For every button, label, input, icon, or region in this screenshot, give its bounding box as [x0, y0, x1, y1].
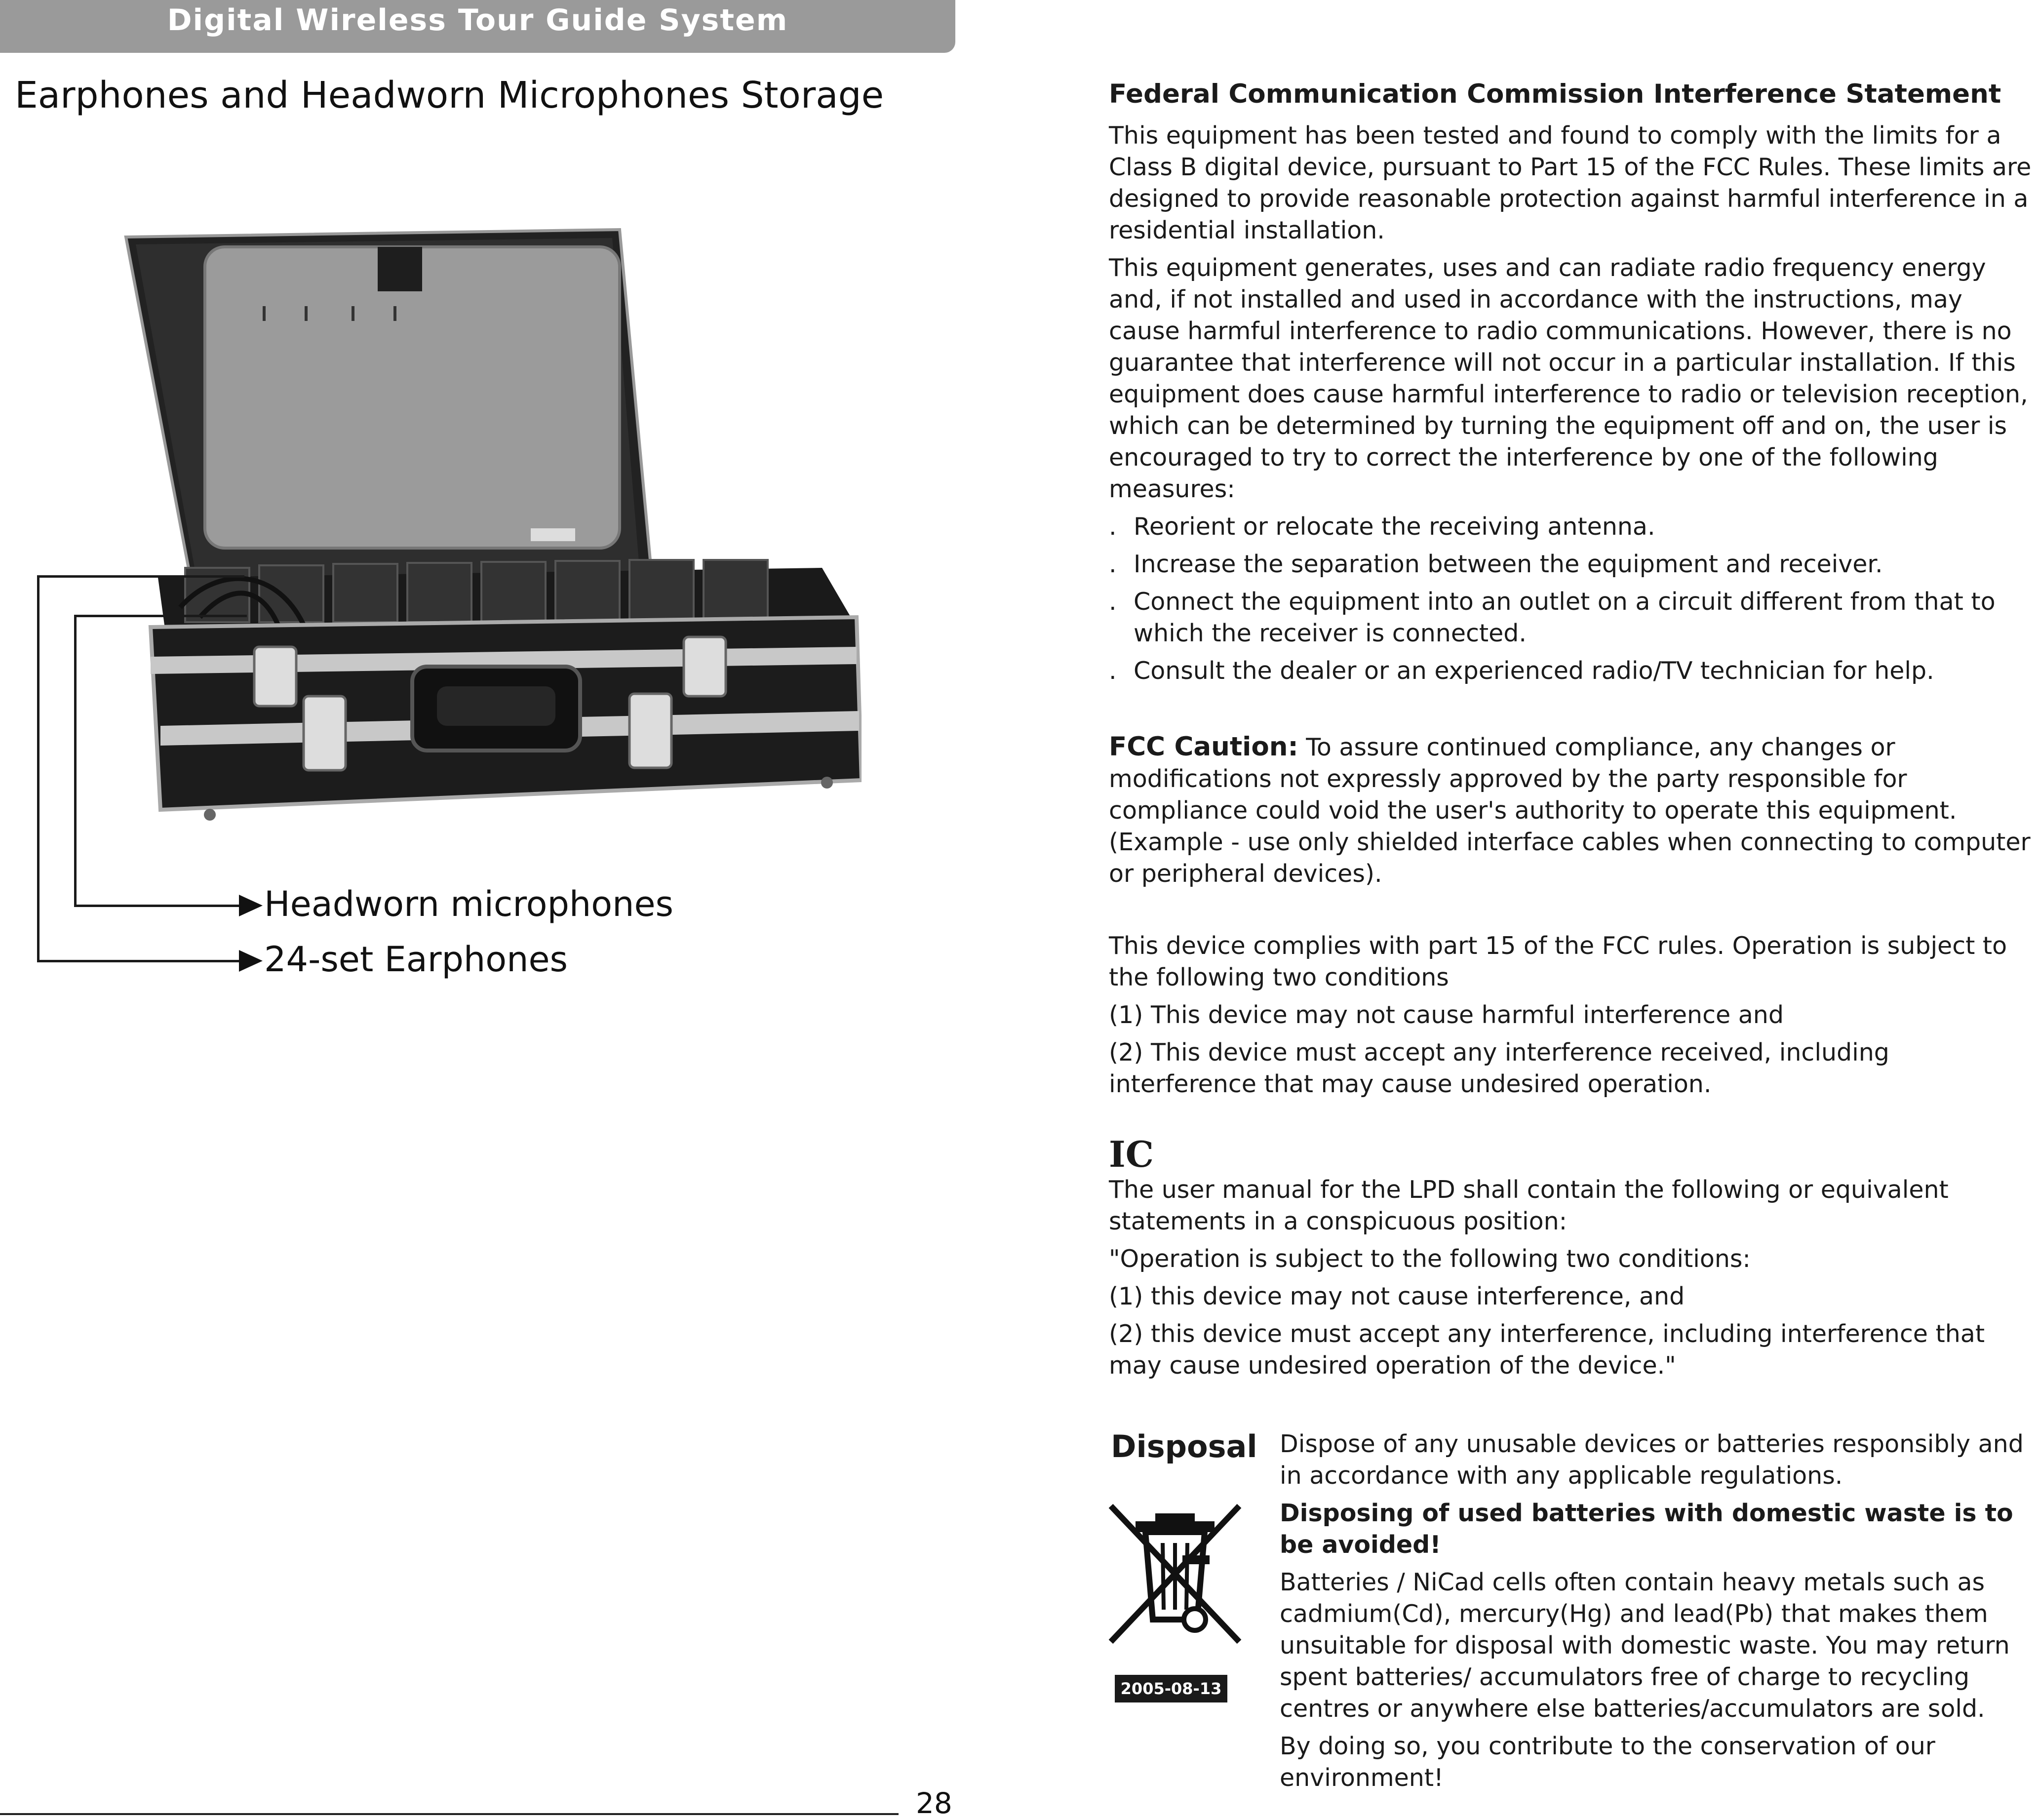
- list-item: [1109, 655, 2037, 687]
- callout-line-earphones-top: [37, 575, 244, 578]
- bullet-text: Connect the equipment into an outlet on a circuit different from that to which the receiver is connected.: [1134, 588, 1996, 647]
- callout-headworn-microphones: Headworn microphones: [264, 884, 673, 924]
- callout-24-set-earphones: 24-set Earphones: [264, 939, 568, 980]
- ic-condition-2: (2) this device must accept any interference, including interference that may cause undesired operation of the device.": [1109, 1320, 1985, 1380]
- list-item: [1109, 586, 2037, 649]
- bullet-marker: .: [1109, 657, 1117, 685]
- page-header-title: Digital Wireless Tour Guide System: [167, 3, 788, 38]
- arrow-head-icon: [239, 950, 263, 972]
- bullet-text: Consult the dealer or an experienced radio/TV technician for help.: [1134, 657, 1934, 685]
- bullet-text: Reorient or relocate the receiving antenna.: [1134, 513, 1655, 541]
- disposal-label: Disposal: [1111, 1428, 1257, 1464]
- disposal-paragraph-2: Batteries / NiCad cells often contain heavy metals such as cadmium(Cd), mercury(Hg) and lead(Pb) that makes them unsuitable for disposal with domestic waste. You may return spent batteries/ accumulators free of charge to recycling centres or anywhere else batteries/accumulators are sold.: [1280, 1568, 2010, 1723]
- ic-quote-intro: "Operation is subject to the following two conditions:: [1109, 1245, 1751, 1273]
- list-item: [1109, 511, 2037, 543]
- disposal-paragraph-1: Dispose of any unusable devices or batteries responsibly and in accordance with any applicable regulations.: [1280, 1430, 2024, 1490]
- bullet-text: Increase the separation between the equipment and receiver.: [1134, 550, 1883, 578]
- disposal-section: [1280, 1428, 2030, 1800]
- bullet-marker: .: [1109, 513, 1117, 541]
- fcc-heading: Federal Communication Commission Interference Statement: [1109, 79, 2001, 109]
- bullet-marker: .: [1109, 588, 1117, 616]
- callout-line-earphones-bottom: [37, 960, 242, 962]
- fcc-caution-label: FCC Caution:: [1109, 732, 1298, 762]
- ic-condition-1: (1) this device may not cause interference, and: [1109, 1282, 1685, 1310]
- disposal-paragraph-3: By doing so, you contribute to the conservation of our environment!: [1280, 1732, 1935, 1792]
- callout-line-earphones-vertical: [37, 575, 39, 961]
- fcc-caution-text: To assure continued compliance, any changes or modifications not expressly approved by the party responsible for compliance could void the user's authority to operate this equipment. (Example - use only shielded interface cables when connecting to computer or peripheral devices).: [1109, 733, 2031, 888]
- fcc-paragraph-2: This equipment generates, uses and can radiate radio frequency energy and, if not installed and used in accordance with the instructions, may cause harmful interference to radio communications. However, there is no guarantee that interference will not occur in a particular installation. If this equipment does cause harmful interference to radio or television reception, which can be determined by turning the equipment off and on, the user is encouraged to try to correct the interference by one of the following measures:: [1109, 254, 2028, 503]
- callout-line-microphones-vertical: [74, 615, 77, 906]
- page-title: Earphones and Headworn Microphones Storage: [15, 74, 884, 117]
- ic-heading: IC: [1109, 1133, 1154, 1175]
- footer-rule: [0, 1813, 899, 1815]
- fcc-part15-condition-1: (1) This device may not cause harmful interference and: [1109, 1001, 1784, 1029]
- crossed-out-wheelie-bin-icon: [1108, 1503, 1242, 1652]
- list-item: [1109, 549, 2037, 580]
- fcc-paragraph-1: This equipment has been tested and found to comply with the limits for a Class B digital device, pursuant to Part 15 of the FCC Rules. These limits are designed to provide reasonable protection against harmful interference in a residential installation.: [1109, 121, 2032, 244]
- callout-line-microphones-top: [74, 615, 247, 617]
- disposal-warning: Disposing of used batteries with domestic waste is to be avoided!: [1280, 1499, 2013, 1559]
- callout-line-microphones-bottom: [74, 905, 242, 907]
- storage-case-illustration: [121, 222, 862, 839]
- fcc-section: [1109, 79, 2037, 1387]
- arrow-head-icon: [239, 895, 263, 916]
- fcc-part15-condition-2: (2) This device must accept any interference received, including interference that may cause undesired operation.: [1109, 1038, 1889, 1098]
- bullet-marker: .: [1109, 550, 1117, 578]
- fcc-part15-intro: This device complies with part 15 of the FCC rules. Operation is subject to the following two conditions: [1109, 932, 2007, 991]
- ic-intro: The user manual for the LPD shall contain the following or equivalent statements in a conspicuous position:: [1109, 1176, 1949, 1235]
- fcc-caution: [1109, 731, 2037, 890]
- date-badge: 2005-08-13: [1115, 1675, 1227, 1702]
- page-number: 28: [916, 1786, 952, 1820]
